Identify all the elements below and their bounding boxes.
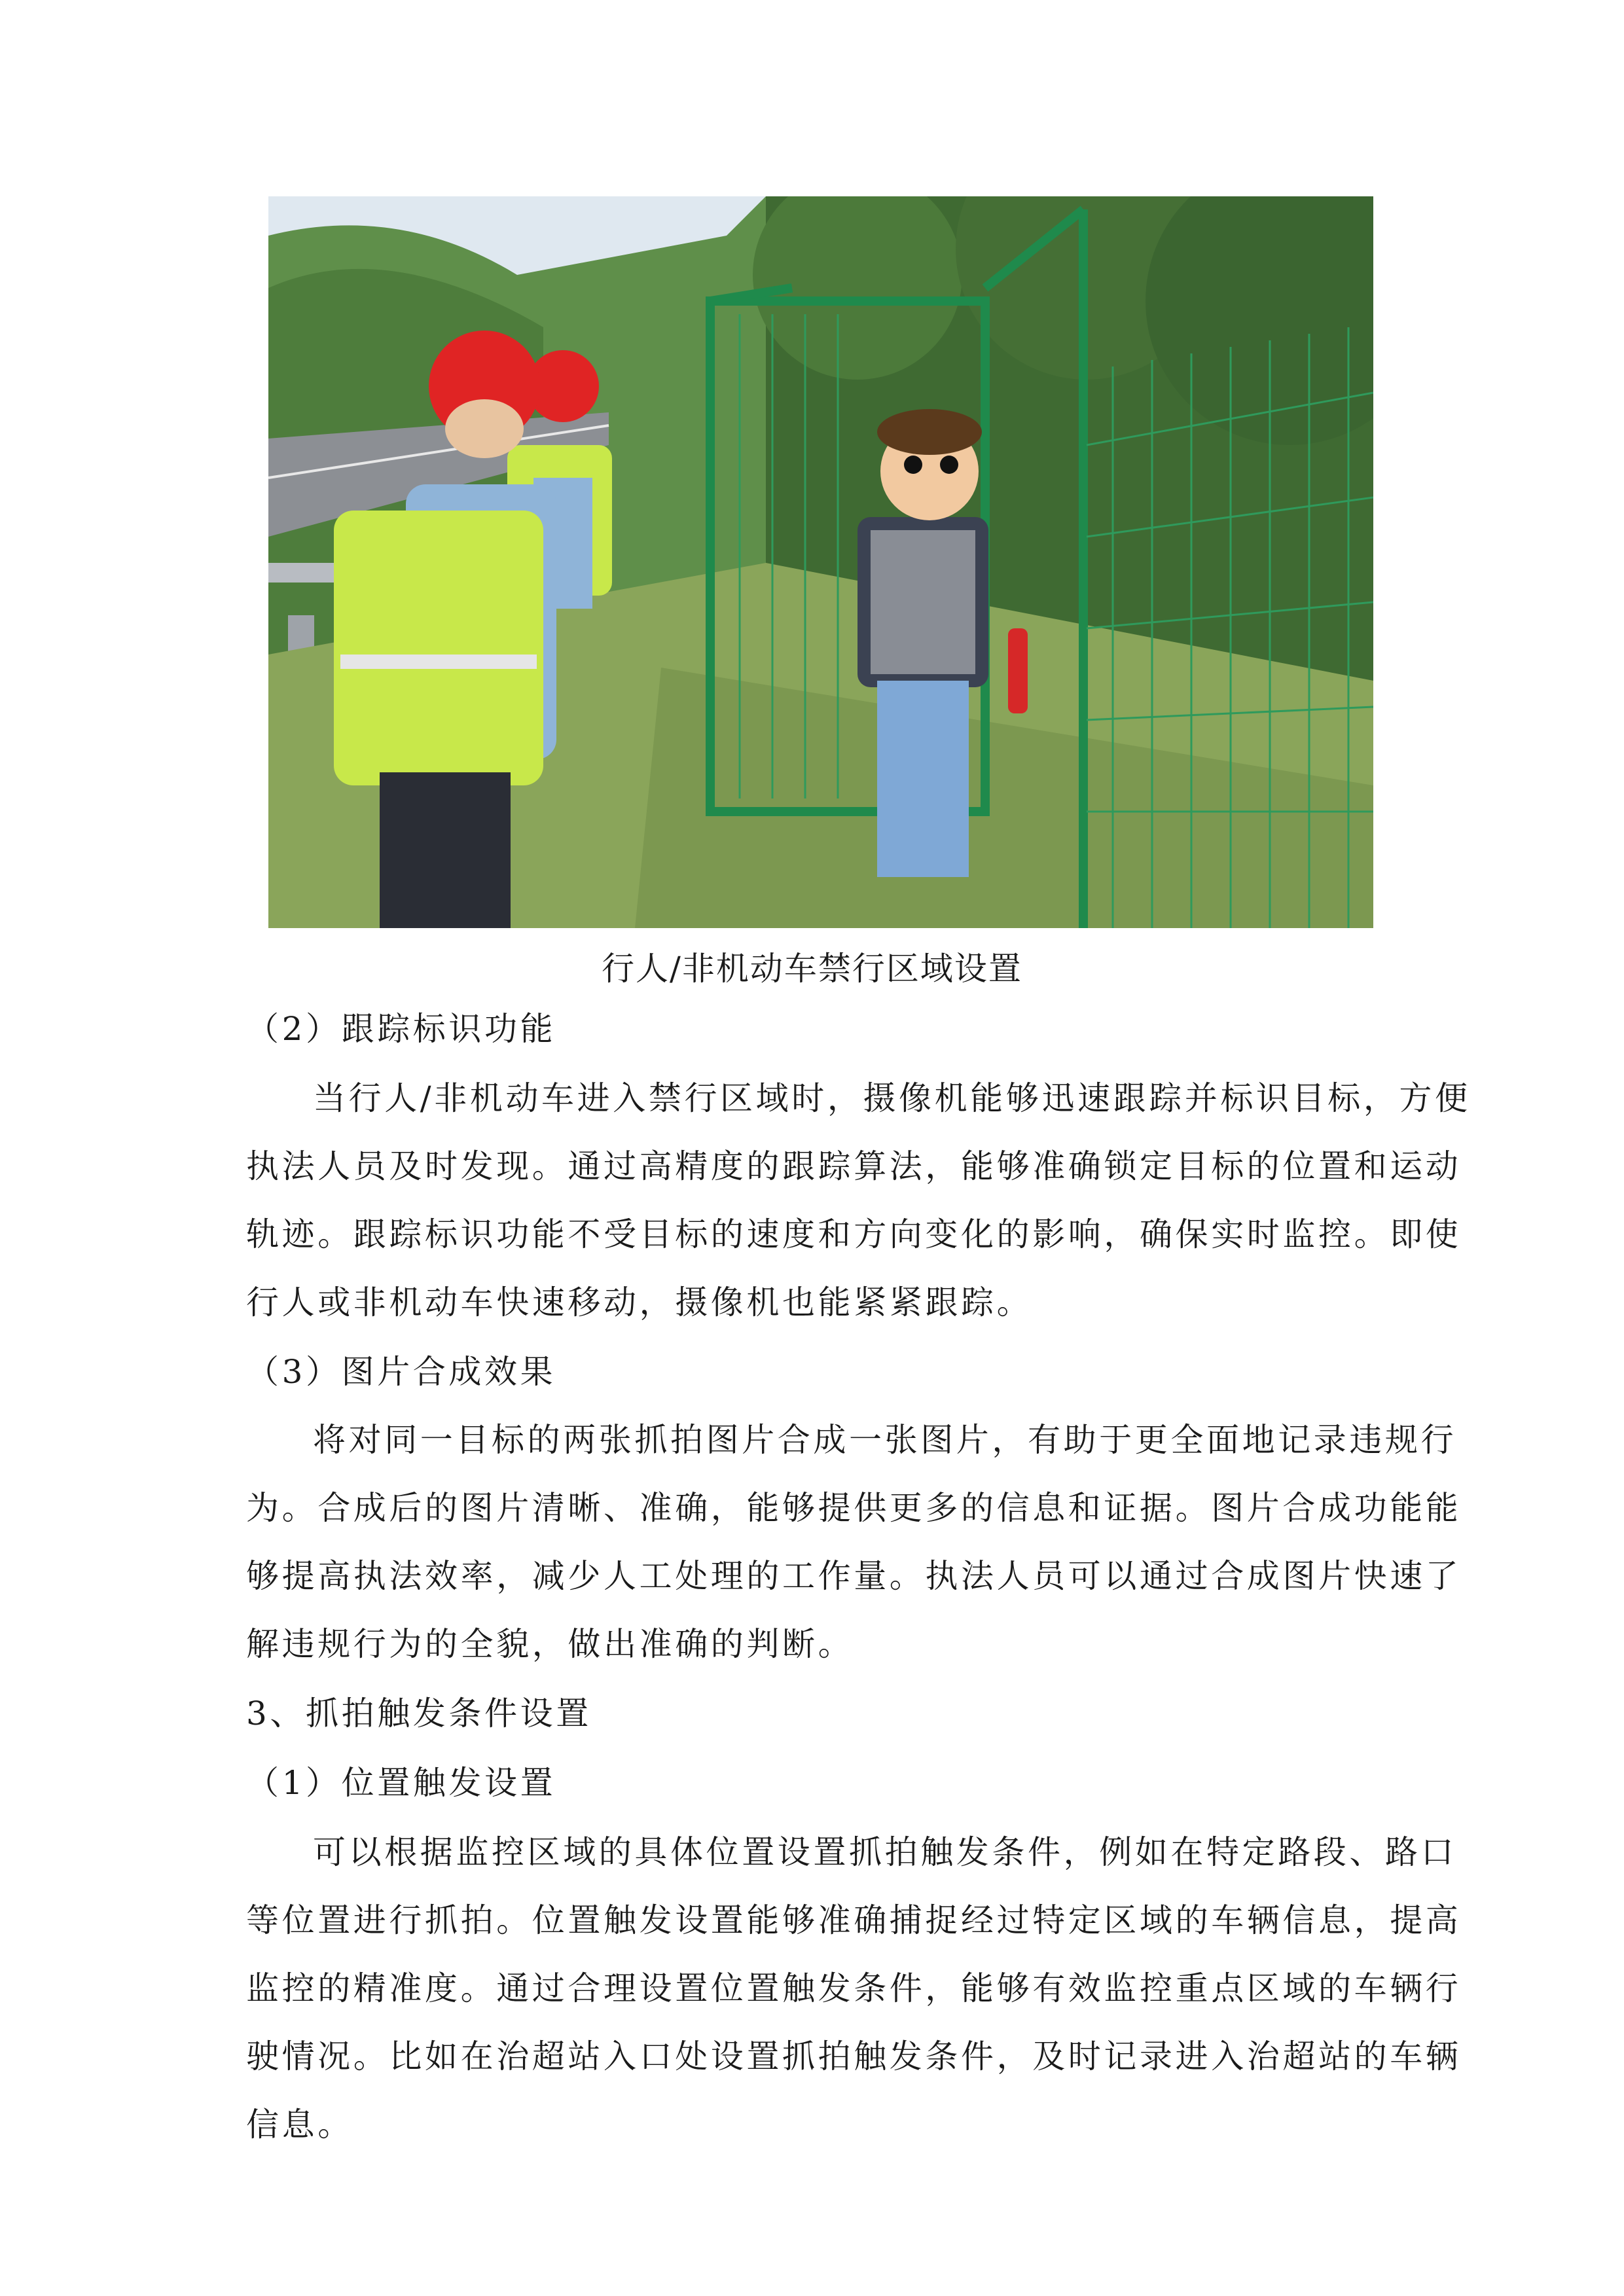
paragraph-line: 可以根据监控区域的具体位置设置抓拍触发条件，例如在特定路段、路口: [313, 1833, 1457, 1871]
paragraph-line: 监控的精准度。通过合理设置位置触发条件，能够有效监控重点区域的车辆行: [246, 1969, 1462, 2007]
figure-photo: [268, 196, 1373, 928]
paragraph-line: 当行人/非机动车进入禁行区域时，摄像机能够迅速跟踪并标识目标，方便: [313, 1079, 1471, 1117]
paragraph-line: 驶情况。比如在治超站入口处设置抓拍触发条件，及时记录进入治超站的车辆: [246, 2037, 1462, 2075]
paragraph-line: 等位置进行抓拍。位置触发设置能够准确捕捉经过特定区域的车辆信息，提高: [246, 1901, 1462, 1939]
paragraph-line: 为。合成后的图片清晰、准确，能够提供更多的信息和证据。图片合成功能能: [246, 1489, 1462, 1527]
section-heading-tracking: （2）跟踪标识功能: [246, 1010, 556, 1048]
chapter-heading-trigger: 3、抓拍触发条件设置: [246, 1695, 592, 1732]
section-heading-composite: （3）图片合成效果: [246, 1353, 556, 1391]
paragraph-line: 轨迹。跟踪标识功能不受目标的速度和方向变化的影响，确保实时监控。即使: [246, 1215, 1462, 1253]
paragraph-line: 够提高执法效率，减少人工处理的工作量。执法人员可以通过合成图片快速了: [246, 1557, 1462, 1595]
paragraph-line: 行人或非机动车快速移动，摄像机也能紧紧跟踪。: [246, 1283, 1033, 1321]
figure-caption: 行人/非机动车禁行区域设置: [602, 950, 1022, 988]
paragraph-line: 执法人员及时发现。通过高精度的跟踪算法，能够准确锁定目标的位置和运动: [246, 1147, 1462, 1185]
section-heading-position: （1）位置触发设置: [246, 1764, 556, 1802]
paragraph-line: 信息。: [246, 2106, 353, 2144]
paragraph-line: 将对同一目标的两张抓拍图片合成一张图片，有助于更全面地记录违规行: [313, 1421, 1457, 1459]
paragraph-line: 解违规行为的全貌，做出准确的判断。: [246, 1625, 854, 1663]
